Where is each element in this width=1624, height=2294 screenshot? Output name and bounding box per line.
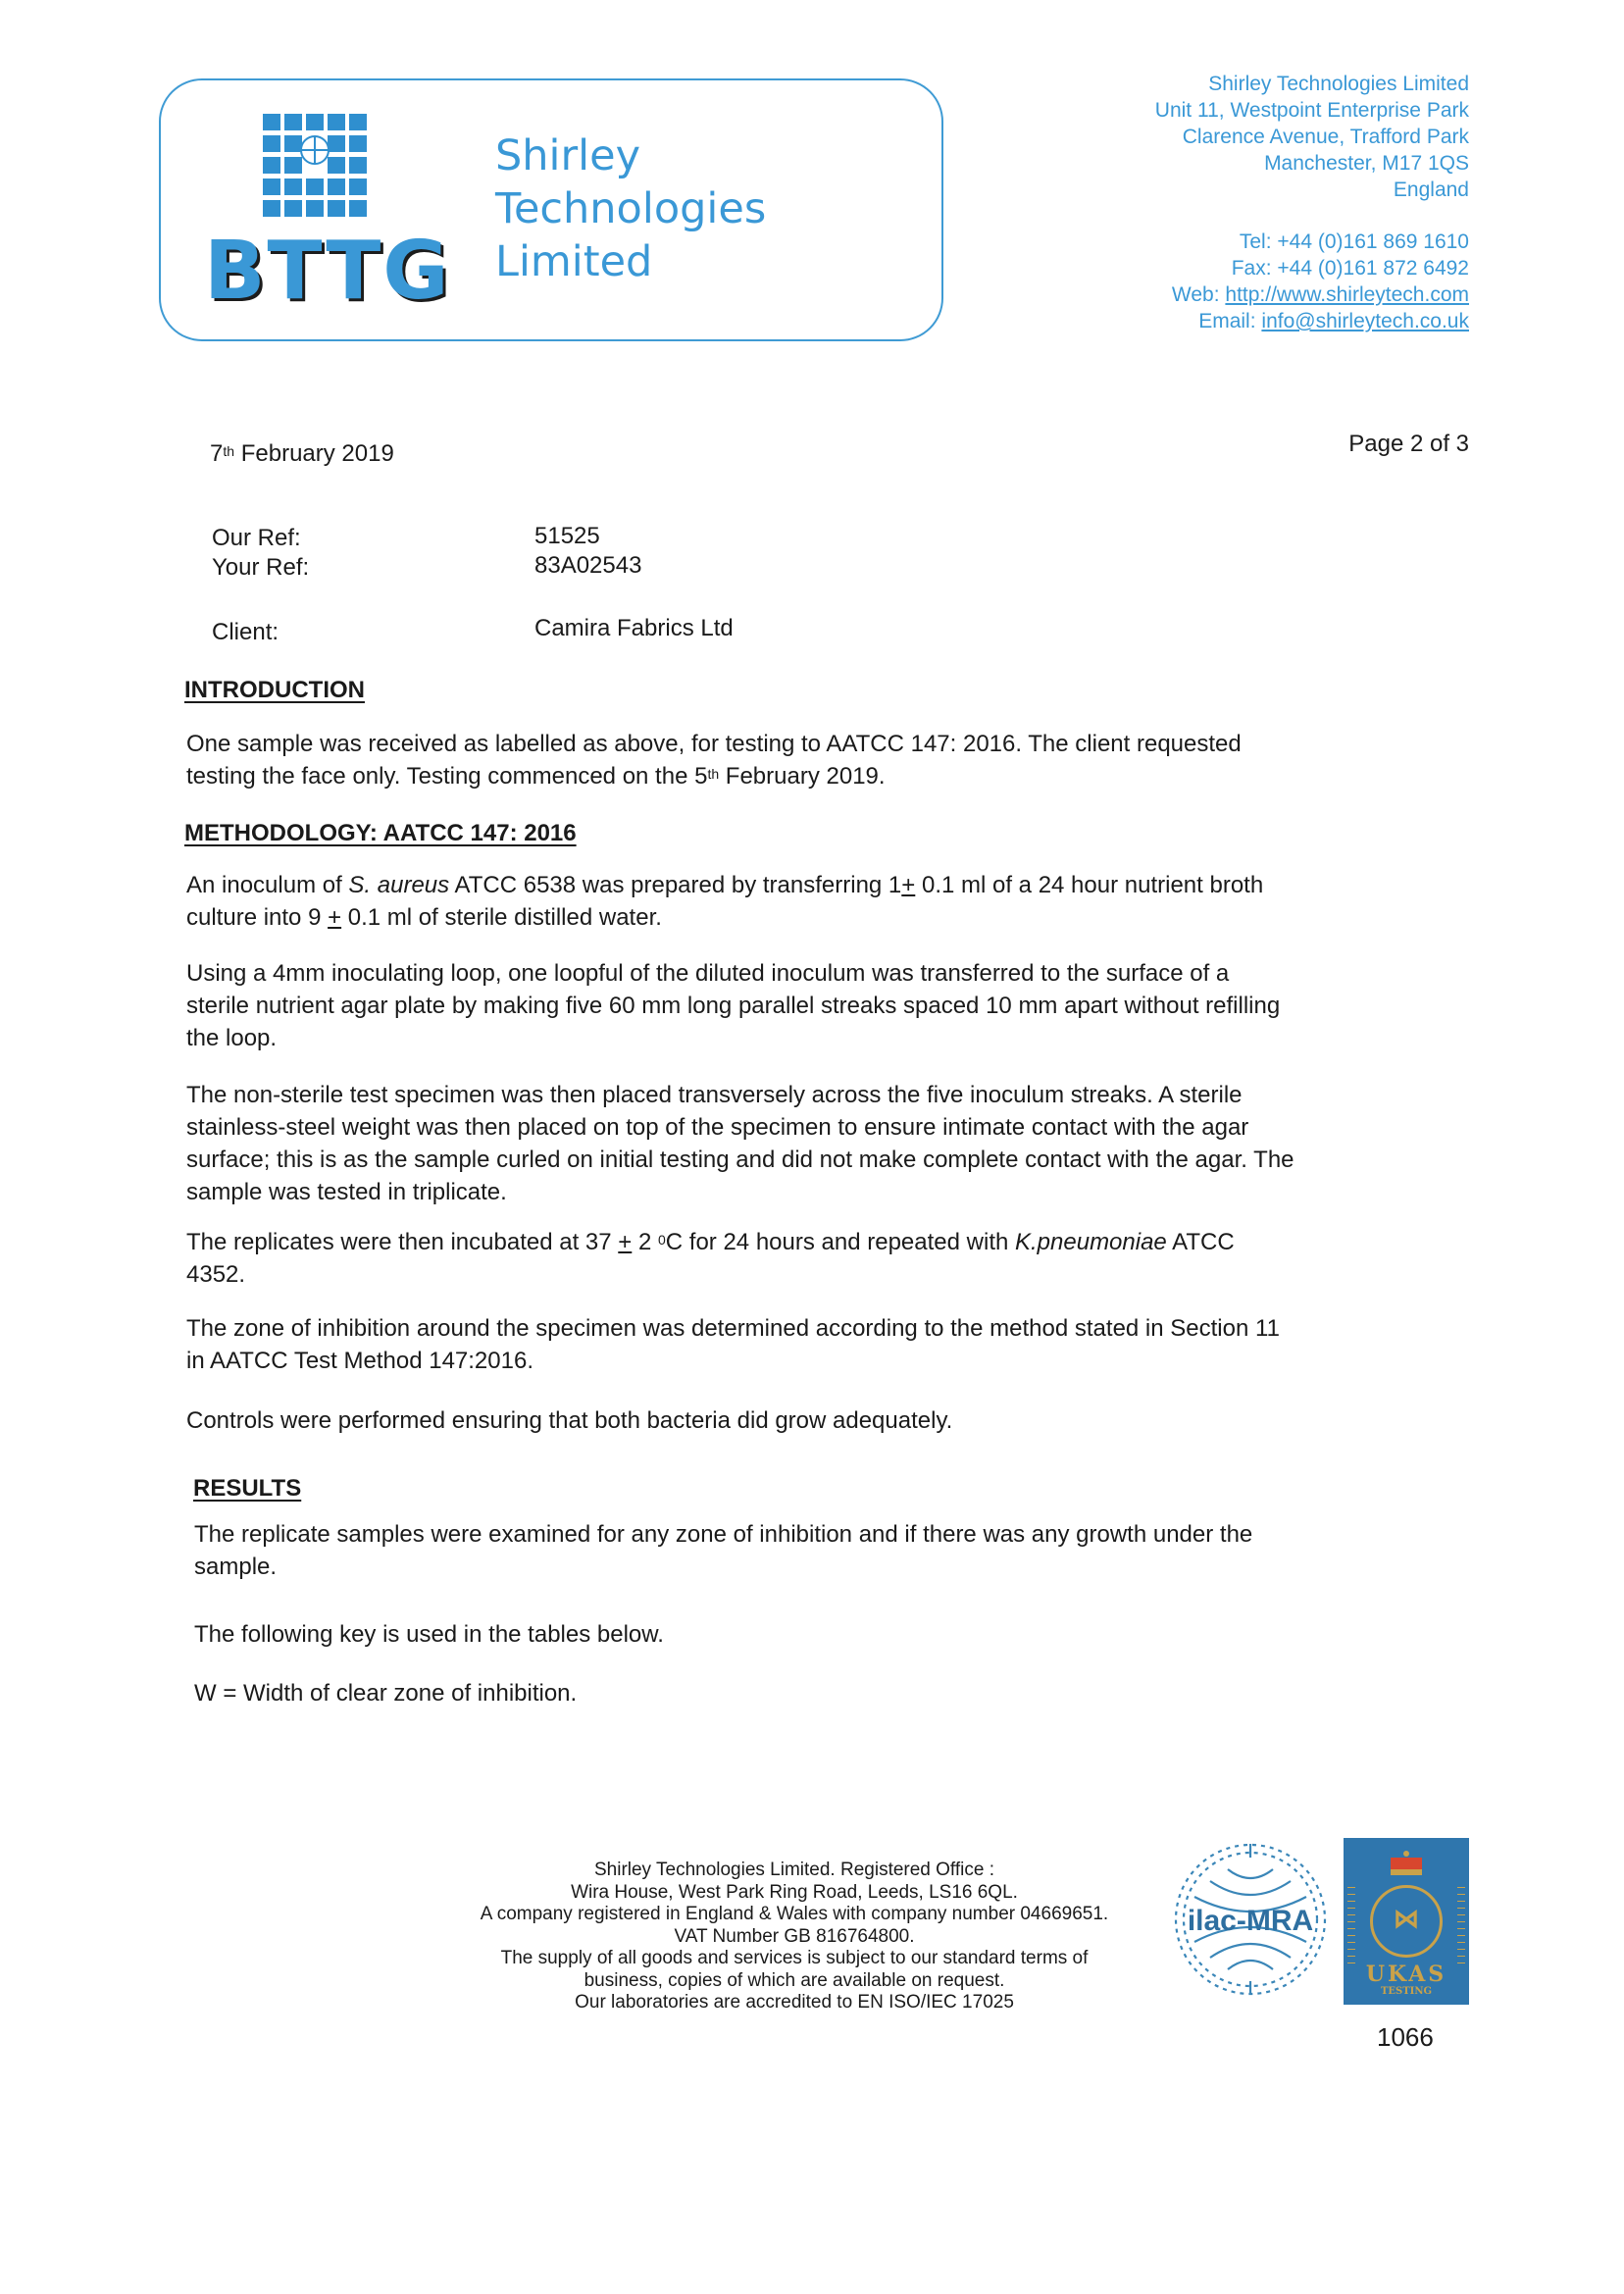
- your-ref-value: 83A02543: [534, 552, 642, 579]
- grid-logo-cell: [328, 157, 345, 174]
- text-line: The zone of inhibition around the specimen was determined according to the method stated in Section 11: [186, 1315, 1280, 1342]
- methodology-paragraph-zone: [186, 1312, 1402, 1377]
- text-span: The replicates were then incubated at 37: [186, 1229, 619, 1255]
- crown-icon: [1387, 1850, 1426, 1877]
- text-line: the loop.: [186, 1025, 278, 1051]
- introduction-paragraph: [186, 728, 1402, 792]
- grid-logo-cell: [328, 178, 345, 195]
- tel-value: +44 (0)161 869 1610: [1277, 230, 1469, 253]
- footer-line: A company registered in England & Wales with company number 04669651.: [480, 1904, 1109, 1924]
- ukas-scale-left: [1347, 1887, 1355, 1965]
- text-span: C for 24 hours and repeated with: [665, 1229, 1015, 1255]
- email-link[interactable]: info@shirleytech.co.uk: [1261, 310, 1469, 332]
- text-span: testing the face only. Testing commenced on the 5: [186, 763, 708, 790]
- website-link[interactable]: http://www.shirleytech.com: [1225, 283, 1469, 306]
- company-name-line: Shirley: [495, 131, 641, 180]
- footer-line: Wira House, West Park Ring Road, Leeds, LS16 6QL.: [571, 1881, 1018, 1903]
- grid-logo-cell: [284, 178, 302, 195]
- accreditation-number: 1066: [1377, 2022, 1434, 2052]
- company-name-line: Technologies: [495, 184, 767, 233]
- text-span: ATCC 6538 was prepared by transferring 1: [449, 872, 902, 898]
- text-line: The non-sterile test specimen was then placed transversely across the five inoculum streaks. A sterile: [186, 1082, 1243, 1108]
- methodology-paragraph-inoculum: [186, 869, 1402, 934]
- footer-line: Shirley Technologies Limited. Registered Office :: [593, 1860, 994, 1880]
- footer-registered-office: [431, 1860, 1157, 2014]
- text-line: stainless-steel weight was then placed on top of the specimen to ensure intimate contact with the agar: [186, 1114, 1249, 1141]
- grid-logo-cell: [349, 114, 367, 130]
- ukas-scale-right: [1457, 1887, 1465, 1965]
- text-span: ATCC: [1166, 1229, 1235, 1255]
- tel-label: Tel:: [1239, 230, 1272, 253]
- page-number: Page 2 of 3: [1348, 431, 1469, 457]
- bttg-wordmark: BTTG: [204, 225, 451, 318]
- web-line: [1155, 281, 1469, 308]
- organism-name: S. aureus: [348, 872, 450, 898]
- tel-line: [1155, 229, 1469, 255]
- organism-name: K.pneumoniae: [1015, 1229, 1167, 1255]
- address-line: Unit 11, Westpoint Enterprise Park: [1154, 99, 1469, 122]
- text-span: culture into 9: [186, 904, 329, 931]
- text-line: [186, 760, 1402, 792]
- date-day: 7: [210, 440, 224, 467]
- text-span: 2: [632, 1229, 658, 1255]
- globe-icon: [300, 135, 330, 165]
- text-line: One sample was received as labelled as above, for testing to AATCC 147: 2016. The client requested: [186, 731, 1242, 757]
- text-line: surface; this is as the sample curled on initial testing and did not make complete contact with the agar. The: [186, 1147, 1294, 1173]
- svg-text:ilac-MRA: ilac-MRA: [1187, 1905, 1314, 1937]
- address-line: Manchester, M17 1QS: [1264, 152, 1469, 175]
- ukas-label: UKAS: [1365, 1962, 1447, 1987]
- methodology-heading: METHODOLOGY: AATCC 147: 2016: [184, 820, 577, 846]
- ukas-testing-logo: [1344, 1838, 1469, 2005]
- ilac-mra-logo-icon: [1171, 1840, 1330, 1999]
- fax-label: Fax:: [1231, 257, 1272, 280]
- text-span: 0.1 ml of a 24 hour nutrient broth: [915, 872, 1264, 898]
- footer-line: VAT Number GB 816764800.: [674, 1925, 915, 1947]
- address-line: Clarence Avenue, Trafford Park: [1182, 126, 1469, 148]
- introduction-heading: INTRODUCTION: [184, 677, 365, 703]
- grid-logo-cell: [328, 200, 345, 217]
- text-span: An inoculum of: [186, 872, 349, 898]
- footer-line: Our laboratories are accredited to EN ISO/IEC 17025: [575, 1992, 1014, 2013]
- degree-symbol: 0: [657, 1232, 666, 1248]
- grid-logo-cell: [306, 200, 324, 217]
- text-line: Using a 4mm inoculating loop, one loopful of the diluted inoculum was transferred to the surface of a: [186, 960, 1230, 987]
- methodology-paragraph-incubation: [186, 1226, 1402, 1291]
- results-key-w: W = Width of clear zone of inhibition.: [194, 1680, 578, 1707]
- grid-logo-cell: [263, 157, 280, 174]
- text-line: [186, 1226, 1402, 1258]
- web-label: Web:: [1171, 283, 1220, 306]
- your-ref-label: Your Ref:: [212, 554, 310, 581]
- date-month-year: February 2019: [240, 440, 394, 467]
- grid-logo-cell: [306, 114, 324, 130]
- fax-value: +44 (0)161 872 6492: [1277, 257, 1469, 280]
- grid-logo-cell: [306, 178, 324, 195]
- text-line: [186, 901, 1402, 934]
- text-line: sample.: [194, 1554, 278, 1580]
- text-line: sample was tested in triplicate.: [186, 1179, 507, 1205]
- text-line: [186, 869, 1402, 901]
- grid-logo-cell: [328, 114, 345, 130]
- results-paragraph: [194, 1518, 1410, 1583]
- fax-line: [1155, 255, 1469, 281]
- text-span: February 2019.: [719, 763, 886, 790]
- ordinal-suffix: th: [707, 766, 720, 782]
- grid-logo-cell: [284, 135, 302, 152]
- footer-line: The supply of all goods and services is subject to our standard terms of: [500, 1948, 1089, 1968]
- ukas-ring-icon: ⋈: [1370, 1885, 1443, 1958]
- company-name: [495, 129, 766, 288]
- grid-logo-cell: [284, 200, 302, 217]
- date-suffix: th: [223, 443, 235, 459]
- grid-logo-cell: [263, 114, 280, 130]
- grid-logo-cell: [284, 157, 302, 174]
- plus-minus-symbol: +: [328, 904, 342, 931]
- grid-logo-cell: [349, 200, 367, 217]
- bttg-grid-logo-icon: [263, 114, 367, 220]
- our-ref-label: Our Ref:: [212, 525, 301, 551]
- email-label: Email:: [1198, 310, 1256, 332]
- footer-line: business, copies of which are available on request.: [584, 1969, 1005, 1991]
- methodology-paragraph-loop: [186, 957, 1402, 1054]
- company-address-block: [1155, 71, 1469, 334]
- grid-logo-cell: [263, 178, 280, 195]
- results-heading: RESULTS: [193, 1475, 302, 1502]
- text-line: sterile nutrient agar plate by making five 60 mm long parallel streaks spaced 10 mm apart without refilling: [186, 993, 1281, 1019]
- text-line: 4352.: [186, 1261, 246, 1288]
- address-line: England: [1393, 178, 1469, 201]
- client-label: Client:: [212, 619, 279, 645]
- letter-date: [210, 437, 394, 470]
- grid-logo-cell: [263, 200, 280, 217]
- plus-minus-symbol: +: [901, 872, 916, 898]
- grid-logo-cell: [349, 157, 367, 174]
- text-span: 0.1 ml of sterile distilled water.: [341, 904, 662, 931]
- client-value: Camira Fabrics Ltd: [534, 615, 734, 641]
- ukas-testing-label: TESTING: [1380, 1986, 1433, 1997]
- address-line: Shirley Technologies Limited: [1208, 73, 1469, 95]
- grid-logo-cell: [349, 178, 367, 195]
- text-line: in AATCC Test Method 147:2016.: [186, 1348, 533, 1374]
- our-ref-value: 51525: [534, 523, 600, 549]
- email-line: [1155, 308, 1469, 334]
- methodology-paragraph-controls: Controls were performed ensuring that both bacteria did grow adequately.: [186, 1407, 953, 1434]
- company-name-line: Limited: [495, 237, 653, 286]
- grid-logo-cell: [328, 135, 345, 152]
- plus-minus-symbol: +: [618, 1229, 633, 1255]
- grid-logo-cell: [349, 135, 367, 152]
- methodology-paragraph-specimen: [186, 1079, 1402, 1208]
- grid-logo-cell: [284, 114, 302, 130]
- results-key-intro: The following key is used in the tables below.: [194, 1621, 664, 1648]
- grid-logo-cell: [263, 135, 280, 152]
- text-line: The replicate samples were examined for any zone of inhibition and if there was any growth under the: [194, 1521, 1253, 1548]
